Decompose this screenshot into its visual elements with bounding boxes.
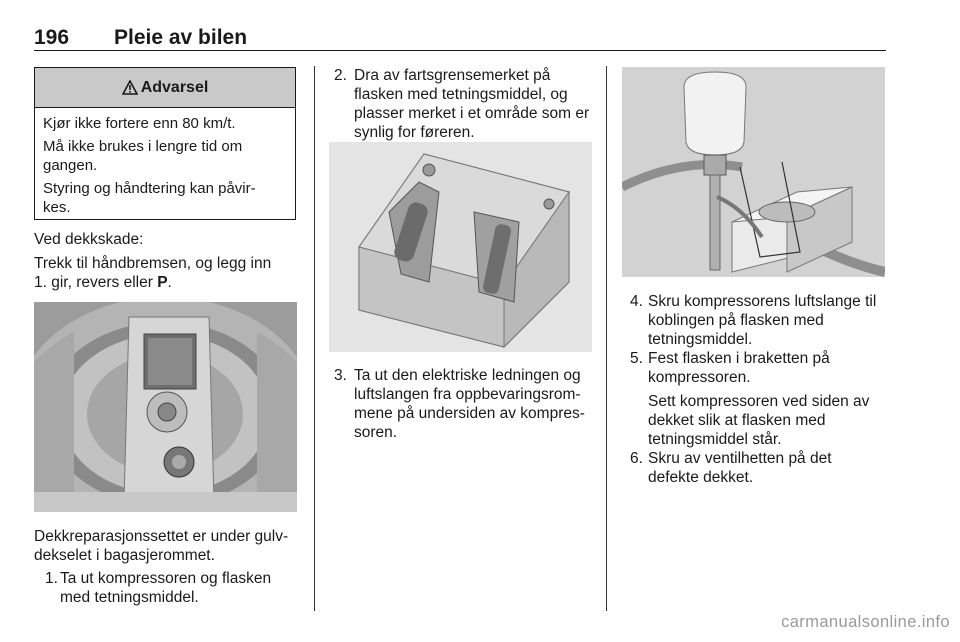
column-divider: [314, 66, 315, 611]
caption-line: Dekkreparasjonssettet er under gulv-: [34, 528, 289, 545]
figure-bottle-compressor: [622, 67, 885, 277]
step-text: Skru kompressorens luftslange til koblingen på flasken med tetningsmiddel.: [648, 293, 877, 348]
step-text: Dra av fartsgrensemerket på flasken med tetningsmiddel, og plasser merket i et område som er synlig for føreren.: [354, 67, 590, 141]
step-5-subtext: Sett kompressoren ved siden av dekket slik at flasken med tetningsmiddel står.: [648, 393, 870, 448]
warning-line: Kjør ikke fortere enn 80 km/t.: [43, 115, 236, 132]
step-text: Ta ut den elektriske ledningen og luftslangen fra oppbevaringsrom- mene på undersiden av kompres- soren.: [354, 367, 585, 441]
figure-trunk-well: [34, 302, 297, 512]
page-title: Pleie av bilen: [114, 26, 248, 49]
compressor-underside-illustration: [329, 142, 592, 352]
gear-p: P: [157, 274, 168, 291]
intro-line: Trekk til håndbremsen, og legg inn: [34, 255, 272, 272]
column-divider: [606, 66, 607, 611]
warning-title: Advarsel: [140, 78, 209, 96]
intro-line: Ved dekkskade:: [34, 231, 144, 248]
warning-body: [35, 108, 295, 217]
step-number: 5.: [630, 350, 643, 367]
intro-line: 1. gir, revers eller P.: [34, 274, 172, 291]
warning-line: Styring og håndtering kan påvir-kes.: [43, 180, 256, 216]
bottle-compressor-illustration: [622, 67, 885, 277]
step-number: 3.: [334, 367, 347, 384]
step-number: 6.: [630, 450, 643, 467]
step-2: [334, 66, 596, 146]
page-number: 196: [34, 26, 70, 49]
intro-text: [34, 230, 304, 292]
watermark: carmanualsonline.info: [781, 613, 950, 631]
step-number: 4.: [630, 293, 643, 310]
page-header: [34, 18, 886, 51]
step-text: Ta ut kompressoren og flasken med tetningsmiddel.: [60, 570, 272, 606]
step-1: [45, 569, 305, 609]
warning-header: [35, 68, 295, 108]
caption-text: [34, 527, 304, 565]
step-number: 1.: [45, 570, 58, 587]
warning-box: [34, 67, 296, 220]
step-6: [630, 449, 888, 489]
warning-line: Må ikke brukes i lengre tid om gangen.: [43, 138, 243, 174]
step-text: Fest flasken i braketten på kompressoren. Sett kompressoren ved siden av dekket slik at flasken med tetningsmiddel står.: [648, 350, 870, 448]
warning-triangle-icon: [122, 80, 138, 95]
step-4: [630, 292, 888, 352]
caption-line: dekselet i bagasjerommet.: [34, 547, 215, 564]
figure-compressor-underside: [329, 142, 592, 352]
step-text: Skru av ventilhetten på det defekte dekket.: [648, 450, 832, 486]
trunk-well-illustration: [34, 302, 297, 512]
step-3: [334, 366, 596, 446]
step-5: [630, 349, 888, 449]
step-number: 2.: [334, 67, 347, 84]
